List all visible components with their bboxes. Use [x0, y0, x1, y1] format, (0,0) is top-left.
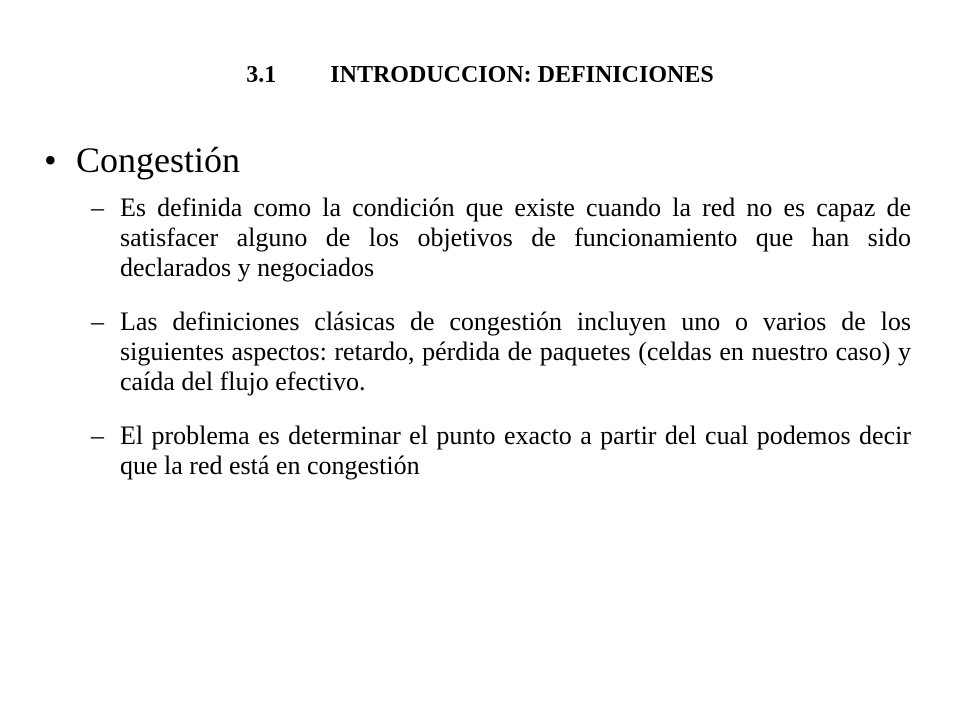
dash-marker: –: [91, 193, 104, 222]
dash-marker: –: [91, 307, 104, 336]
sub-item: [91, 421, 911, 481]
title-text: INTRODUCCION: DEFINICIONES: [330, 62, 714, 88]
dash-marker: –: [91, 421, 104, 450]
slide-title: [0, 62, 960, 89]
bullet-dot: •: [44, 140, 57, 180]
title-number: 3.1: [246, 62, 277, 88]
sub-item-text: Las definiciones clásicas de congestión incluyen uno o varios de los siguientes aspectos: retardo, pérdida de paquetes (celdas en nuestro caso) y caída del flujo efectivo.: [120, 307, 911, 396]
sub-item: [91, 193, 911, 283]
sub-item-text: El problema es determinar el punto exacto a partir del cual podemos decir que la red está en congestión: [120, 421, 911, 480]
sub-item: [91, 307, 911, 397]
bullet-text: Congestión: [76, 140, 241, 180]
sub-item-text: Es definida como la condición que existe cuando la red no es capaz de satisfacer alguno de los objetivos de funcionamiento que han sido declarados y negociados: [120, 193, 911, 282]
main-bullet: [44, 140, 240, 180]
